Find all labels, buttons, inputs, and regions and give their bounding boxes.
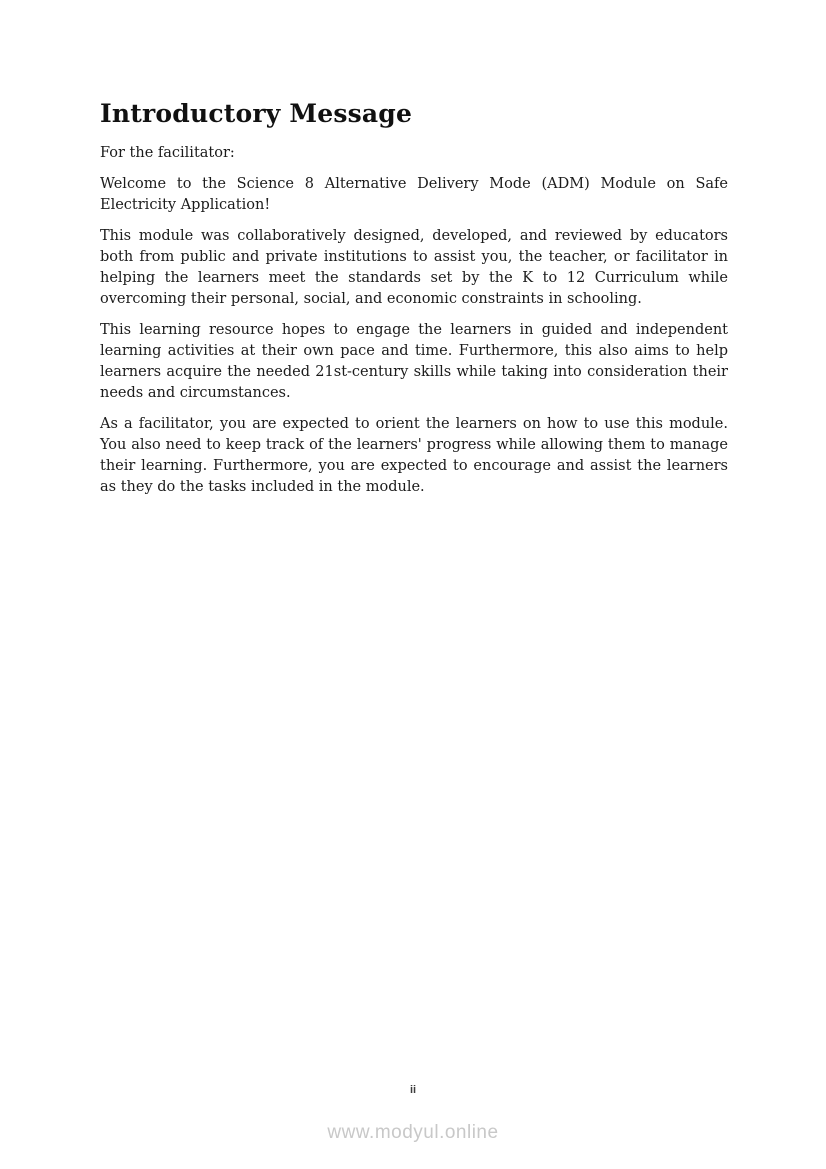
paragraph-welcome: Welcome to the Science 8 Alternative Delivery Mode (ADM) Module on Safe Electricity Application!: [100, 176, 728, 213]
page-title: [100, 99, 728, 129]
paragraph-learning-resource: This learning resource hopes to engage the learners in guided and independent learning activities at their own pace and time. Furthermore, this also aims to help learners acquire the needed 21st-century skills while taking into consideration their needs and circumstances.: [100, 322, 728, 401]
page-title-text: Introductory Message: [100, 99, 413, 128]
paragraph-facilitator-role: As a facilitator, you are expected to orient the learners on how to use this module. You also need to keep track of the learners' progress while allowing them to manage their learning. Furthermore, you are expected to encourage and assist the learners as they do the tasks included in the module.: [100, 416, 728, 495]
paragraph-facilitator-salutation: For the facilitator:: [100, 145, 235, 161]
page-number: ii: [409, 1084, 417, 1096]
document-content: [100, 99, 728, 508]
watermark: www.modyul.online: [327, 1122, 499, 1143]
paragraph-module-design: This module was collaboratively designed, developed, and reviewed by educators both from public and private institutions to assist you, the teacher, or facilitator in helping the learners meet the standards set by the K to 12 Curriculum while overcoming their personal, social, and economic constraints in schooling.: [100, 228, 728, 307]
